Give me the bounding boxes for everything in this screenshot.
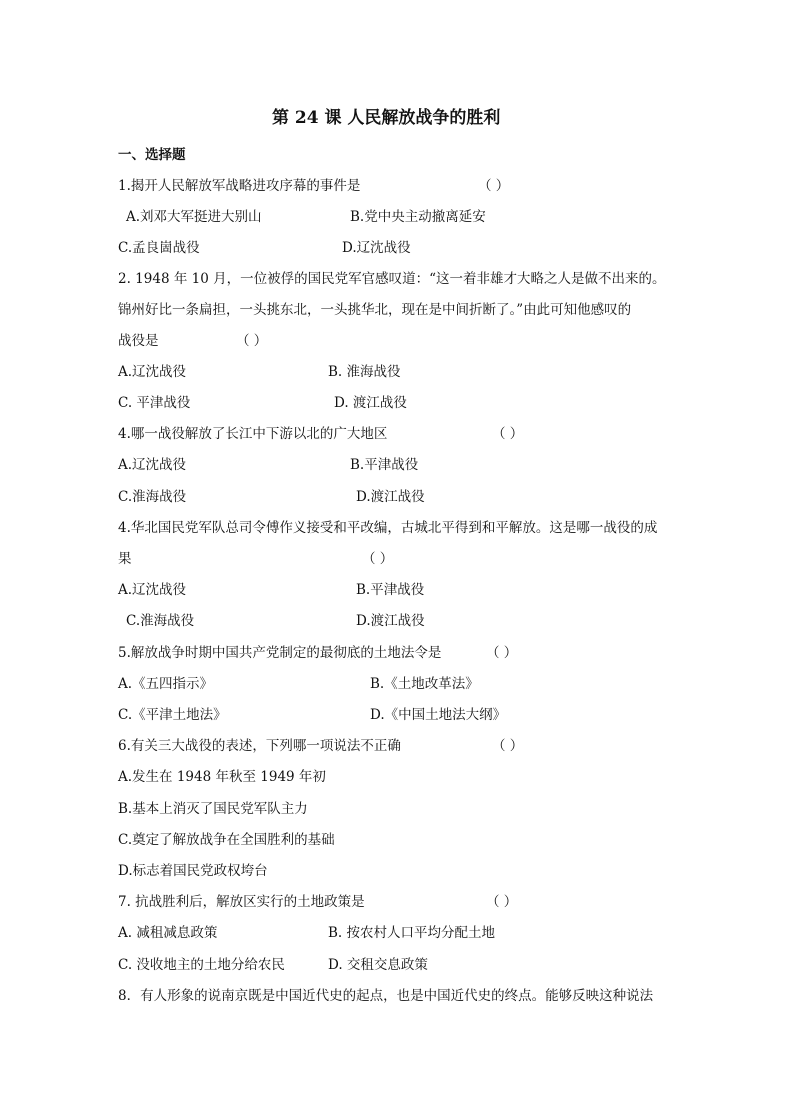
question-6-option-d: D.标志着国民党政权垮台: [118, 863, 268, 879]
question-7-stem: 7. 抗战胜利后，解放区实行的土地政策是: [118, 894, 365, 910]
question-3-option-b: B.平津战役: [350, 457, 419, 473]
question-4-option-d: D.渡江战役: [356, 613, 425, 629]
question-6-option-c: C.奠定了解放战争在全国胜利的基础: [118, 832, 335, 848]
question-4-option-b: B.平津战役: [356, 582, 425, 598]
question-5-answer-bracket: （ ）: [486, 645, 518, 661]
page-title: 第 24 课 人民解放战争的胜利: [272, 108, 501, 128]
question-5-option-c: C.《平津土地法》: [118, 707, 227, 723]
question-5-option-d: D.《中国土地法大纲》: [370, 707, 507, 723]
question-2-option-c: C. 平津战役: [118, 395, 191, 411]
question-6-stem: 6.有关三大战役的表述，下列哪一项说法不正确: [118, 738, 401, 754]
question-6-answer-bracket: （ ）: [492, 738, 524, 754]
question-4-option-a: A.辽沈战役: [118, 582, 187, 598]
question-7-option-a: A. 减租减息政策: [118, 925, 218, 941]
question-1-option-b: B.党中央主动撤离延安: [350, 209, 486, 225]
question-3-option-c: C.淮海战役: [118, 489, 187, 505]
question-5-option-a: A.《五四指示》: [118, 676, 214, 692]
question-7-option-c: C. 没收地主的土地分给农民: [118, 957, 285, 973]
question-3-option-d: D.渡江战役: [356, 489, 425, 505]
question-1-option-d: D.辽沈战役: [342, 240, 411, 256]
question-5-option-b: B.《土地改革法》: [370, 676, 479, 692]
question-7-option-d: D. 交租交息政策: [328, 957, 428, 973]
question-7-answer-bracket: （ ）: [486, 894, 518, 910]
question-5-stem: 5.解放战争时期中国共产党制定的最彻底的土地法令是: [118, 645, 442, 661]
question-6-option-b: B.基本上消灭了国民党军队主力: [118, 801, 308, 817]
question-3-answer-bracket: （ ）: [492, 426, 524, 442]
question-1-option-a: A.刘邓大军挺进大别山: [126, 209, 262, 225]
question-6-option-a: A.发生在 1948 年秋至 1949 年初: [118, 769, 326, 785]
question-2-stem-line-2: 锦州好比一条扁担，一头挑东北，一头挑华北，现在是中间折断了。”由此可知他感叹的: [118, 302, 632, 318]
question-2-stem-line-1: 2. 1948 年 10 月，一位被俘的国民党军官感叹道：“这一着非雄才大略之人是做不出来的。: [118, 271, 666, 287]
question-7-option-b: B. 按农村人口平均分配土地: [328, 925, 496, 941]
section-heading: 一、选择题: [118, 147, 186, 163]
question-2-option-b: B. 淮海战役: [328, 364, 401, 380]
question-4-stem-line-2: 果: [118, 551, 132, 567]
question-1-option-c: C.孟良崮战役: [118, 240, 200, 256]
question-4-stem-line-1: 4.华北国民党军队总司令傅作义接受和平改编，古城北平得到和平解放。这是哪一战役的成: [118, 520, 658, 536]
question-3-stem: 4.哪一战役解放了长江中下游以北的广大地区: [118, 426, 388, 442]
question-4-option-c: C.淮海战役: [126, 613, 195, 629]
question-2-stem-line-3: 战役是: [118, 333, 159, 349]
question-2-option-d: D. 渡江战役: [334, 395, 407, 411]
question-1-answer-bracket: （ ）: [478, 178, 510, 194]
question-3-option-a: A.辽沈战役: [118, 457, 187, 473]
question-8-stem: 8．有人形象的说南京既是中国近代史的起点，也是中国近代史的终点。能够反映这种说法: [118, 988, 654, 1004]
question-2-option-a: A.辽沈战役: [118, 364, 187, 380]
question-4-answer-bracket: （ ）: [362, 551, 394, 567]
question-1-stem: 1.揭开人民解放军战略进攻序幕的事件是: [118, 178, 361, 194]
question-2-answer-bracket: （ ）: [236, 333, 268, 349]
